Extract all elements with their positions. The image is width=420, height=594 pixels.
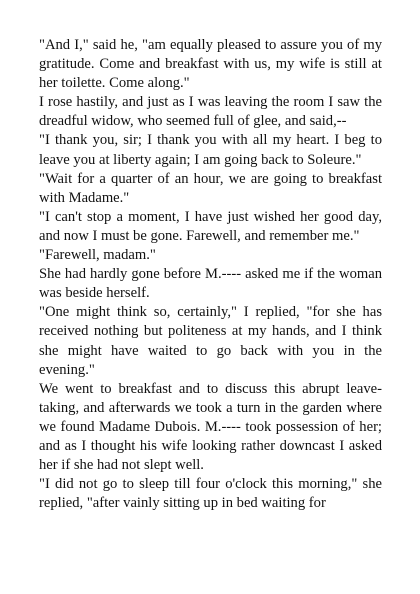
paragraph: "One might think so, certainly," I replied, "for she has received nothing but politeness at my hands, and I think she might have waited to go back with you in the evening.": [39, 304, 382, 378]
paragraph: "Farewell, madam.": [39, 247, 156, 264]
paragraph: "And I," said he, "am equally pleased to assure you of my gratitude. Come and breakfast with us, my wife is still at her toilette. Come along.": [39, 37, 382, 92]
paragraph: "Wait for a quarter of an hour, we are going to breakfast with Madame.": [39, 170, 382, 206]
paragraph: I rose hastily, and just as I was leaving the room I saw the dreadful widow, who seemed full of glee, and said,--: [39, 94, 382, 130]
paragraph: "I did not go to sleep till four o'clock this morning," she replied, "after vainly sitting up in bed waiting for: [39, 476, 382, 512]
paragraph: She had hardly gone before M.---- asked me if the woman was beside herself.: [39, 266, 382, 302]
paragraph: "I can't stop a moment, I have just wished her good day, and now I must be gone. Farewell, and remember me.": [39, 208, 382, 244]
paragraph: We went to breakfast and to discuss this abrupt leave-taking, and afterwards we took a turn in the garden where we found Madame Dubois. M.---- took possession of her; and as I thought his wife looking rather downcast I asked her if she had not slept well.: [39, 380, 382, 474]
document-page: [39, 36, 382, 513]
paragraph: "I thank you, sir; I thank you with all my heart. I beg to leave you at liberty again; I am going back to Soleure.": [39, 132, 382, 168]
